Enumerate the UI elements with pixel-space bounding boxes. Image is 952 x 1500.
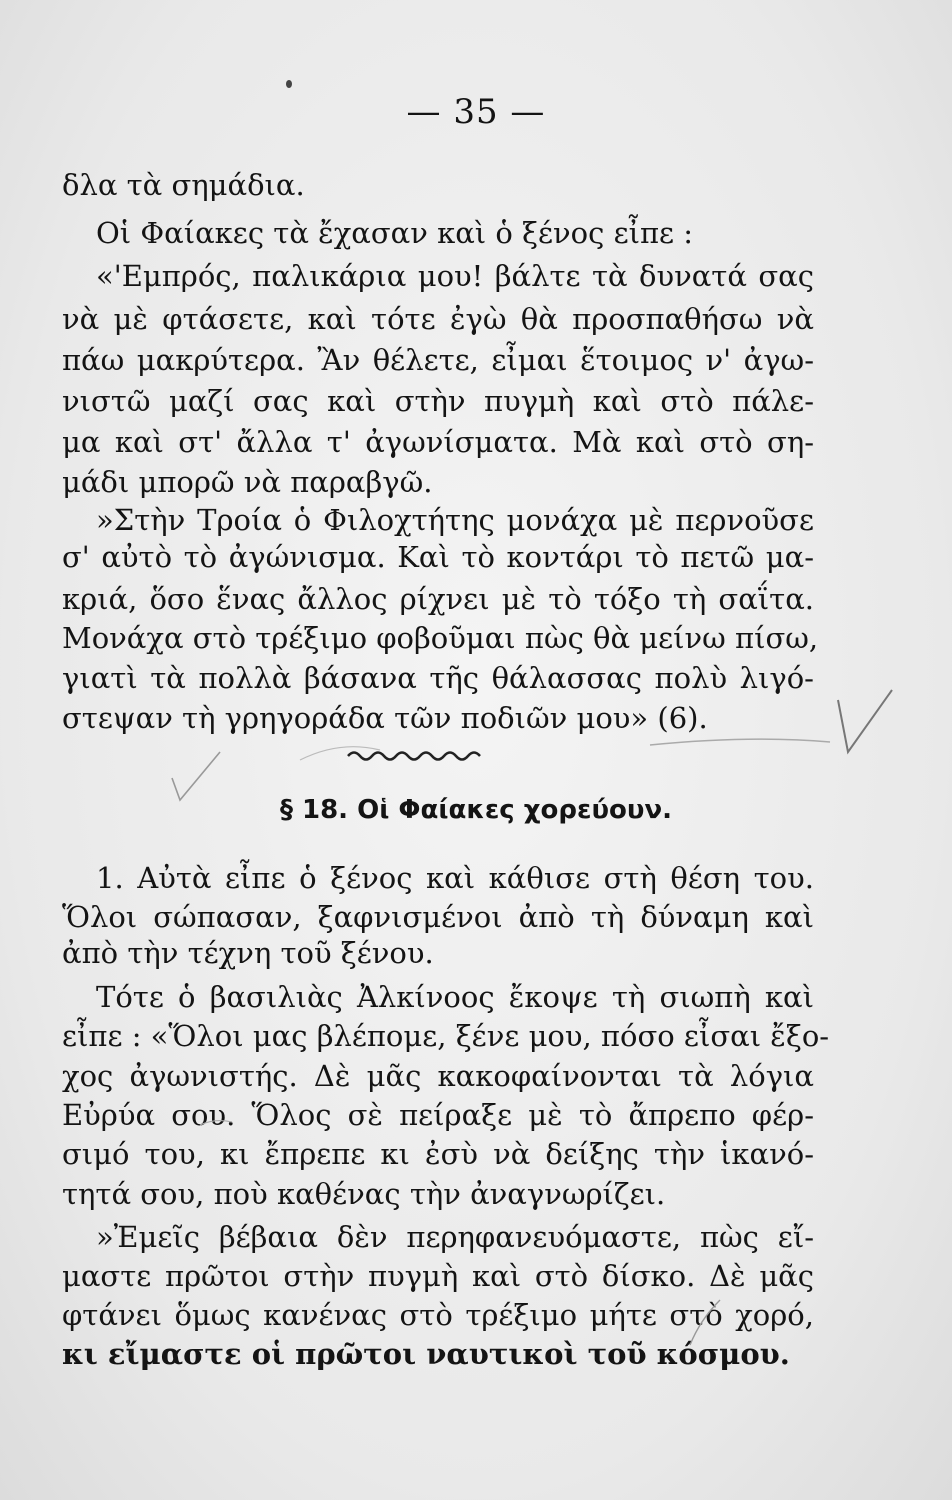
text-line: μάδι μπορῶ νὰ παραβγῶ. (62, 465, 433, 499)
text-line: μαστε πρῶτοι στὴν πυγμὴ καὶ στὸ δίσκο. Δὲ μᾶς (62, 1259, 814, 1293)
text-line: γιατὶ τὰ πολλὰ βάσανα τῆς θάλασσας πολὺ λιγό- (62, 661, 814, 695)
text-line: Ὅλοι σώπασαν, ξαφνισμένοι ἀπὸ τὴ δύναμη καὶ (62, 900, 814, 934)
text-line: κι εἴμαστε οἱ πρῶτοι ναυτικοὶ τοῦ κόσμου. (62, 1337, 790, 1371)
text-line: 1. Αὐτὰ εἶπε ὁ ξένος καὶ κάθισε στὴ θέση του. (96, 861, 814, 895)
text-line: νιστῶ μαζί σας καὶ στὴν πυγμὴ καὶ στὸ πάλε- (62, 384, 814, 418)
section-heading: § 18. Οἱ Φαίακες χορεύουν. (279, 795, 673, 825)
text-line: τητά σου, ποὺ καθένας τὴν ἀναγνωρίζει. (62, 1177, 666, 1211)
text-line: Μονάχα στὸ τρέξιμο φοβοῦμαι πὼς θὰ μείνω πίσω, (62, 621, 819, 655)
text-line: νὰ μὲ φτάσετε, καὶ τότε ἐγὼ θὰ προσπαθήσω νὰ (62, 302, 814, 336)
text-line: ἀπὸ τὴν τέχνη τοῦ ξένου. (62, 936, 434, 970)
text-line: φτάνει ὅμως κανένας στὸ τρέξιμο μήτε στὸ χορό, (62, 1298, 814, 1332)
text-line: εἶπε : «Ὅλοι μας βλέπομε, ξένε μου, πόσο εἶσαι ἔξο- (62, 1019, 830, 1053)
text-line: χος ἀγωνιστής. Δὲ μᾶς κακοφαίνονται τὰ λόγια (62, 1059, 814, 1093)
text-line: Εὐρύα σου. Ὅλος σὲ πείραξε μὲ τὸ ἄπρεπο φέρ- (62, 1098, 814, 1132)
text-line: πάω μακρύτερα. Ἂν θέλετε, εἶμαι ἕτοιμος ν' ἀγω- (62, 343, 814, 377)
text-line: σ' αὐτὸ τὸ ἀγώνισμα. Καὶ τὸ κοντάρι τὸ πετῶ μα- (62, 540, 814, 574)
text-line: Τότε ὁ βασιλιὰς Ἀλκίνοος ἔκοψε τὴ σιωπὴ καὶ (96, 980, 814, 1014)
text-line: Οἱ Φαίακες τὰ ἔχασαν καὶ ὁ ξένος εἶπε : (96, 216, 694, 250)
text-line: κριά, ὅσο ἕνας ἄλλος ρίχνει μὲ τὸ τόξο τὴ σαΐτα. (62, 582, 814, 616)
text-line: »Ἐμεῖς βέβαια δὲν περηφανευόμαστε, πὼς εἴ- (96, 1220, 814, 1254)
text-line: σιμό του, κι ἔπρεπε κι ἐσὺ νὰ δείξης τὴν ἱκανό- (62, 1137, 814, 1171)
text-line: «'Εμπρός, παλικάρια μου! βάλτε τὰ δυνατά σας (96, 259, 814, 293)
text-line: στεψαν τὴ γρηγοράδα τῶν ποδιῶν μου» (6). (62, 701, 708, 735)
page-number: — 35 — (406, 92, 546, 132)
text-line: δλα τὰ σημάδια. (62, 168, 305, 202)
text-line: μα καὶ στ' ἄλλα τ' ἀγωνίσματα. Μὰ καὶ στὸ ση- (62, 425, 814, 459)
text-line: »Στὴν Τροία ὁ Φιλοχτήτης μονάχα μὲ περνοῦσε (96, 503, 814, 537)
